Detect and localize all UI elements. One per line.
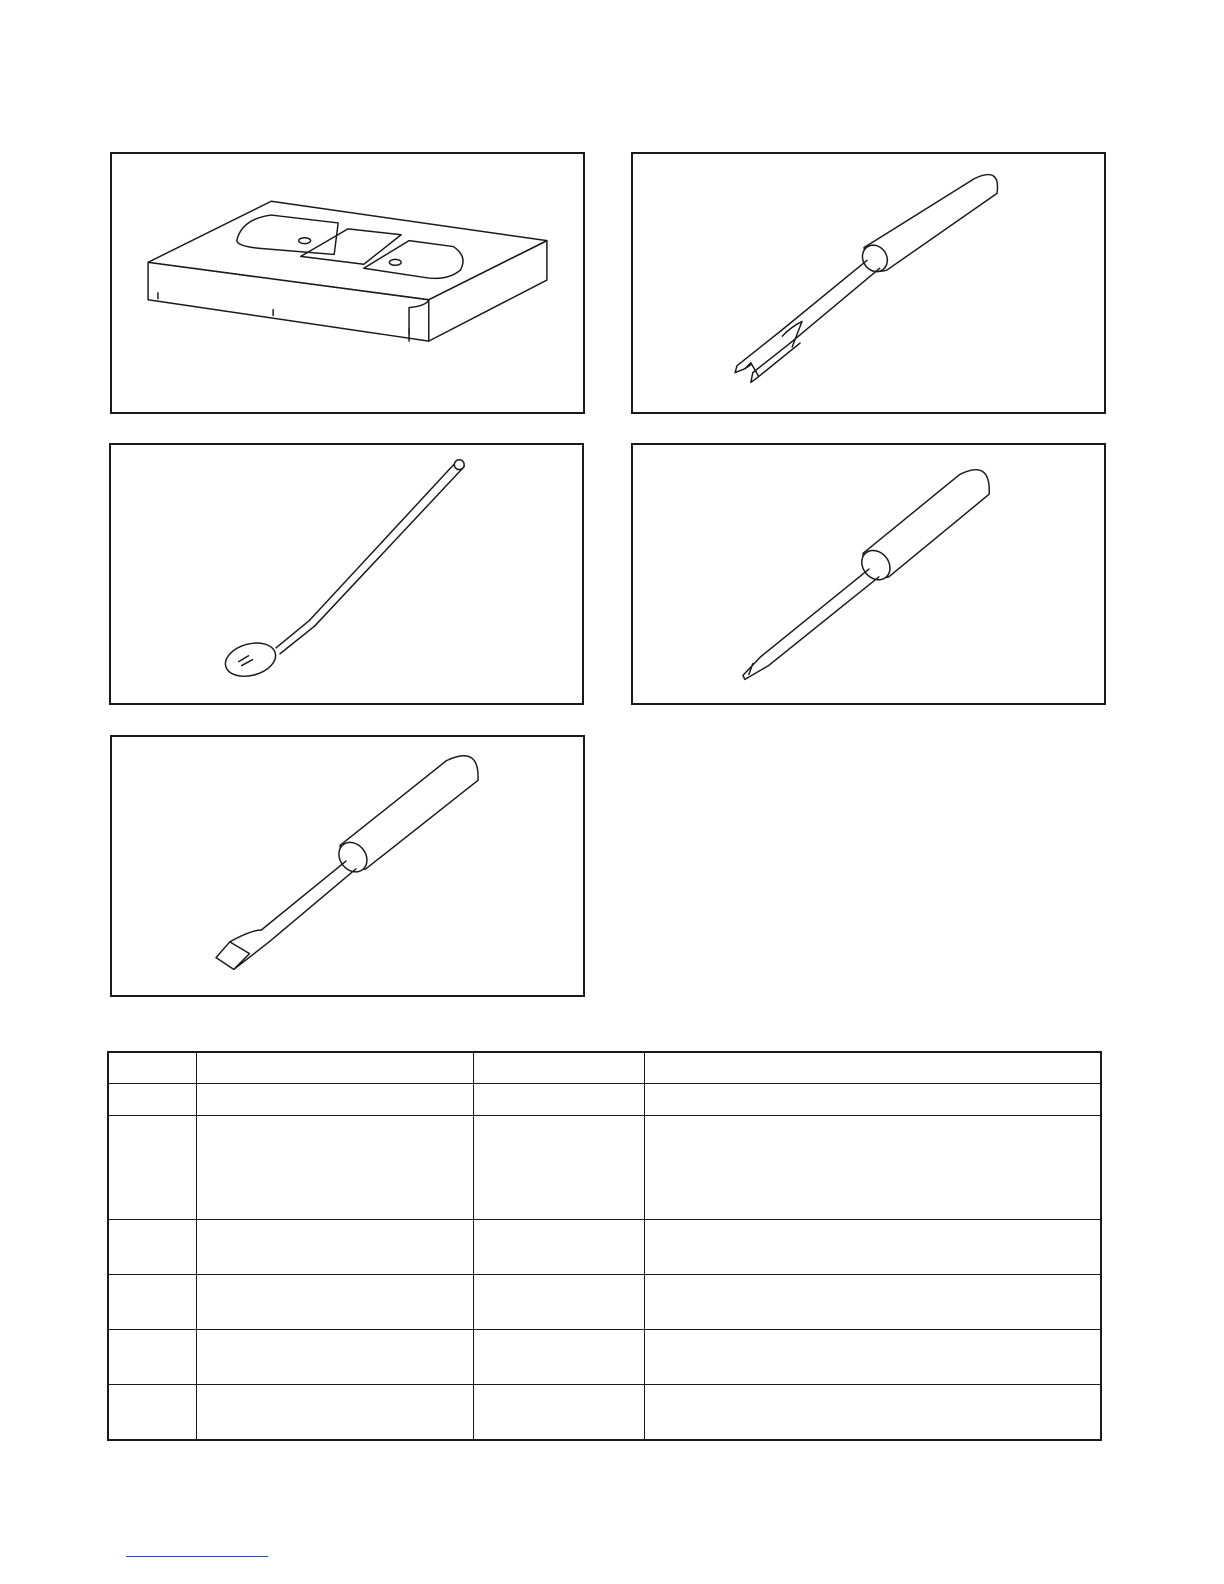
fork-tool-panel [631,152,1106,414]
table-cell [196,1220,473,1275]
header-cell-remarks [644,1052,1101,1084]
table-cell [196,1275,473,1330]
table-header-row [108,1052,1101,1084]
inspection-mirror-icon [111,445,582,703]
table-cell [473,1116,644,1220]
table-row [108,1330,1101,1385]
table-cell [644,1084,1101,1116]
table-cell [473,1220,644,1275]
table-cell [473,1385,644,1440]
table-cell [644,1330,1101,1385]
table-cell [644,1220,1101,1275]
table-row [108,1385,1101,1440]
table-cell [196,1116,473,1220]
alignment-tape-icon [112,154,583,412]
table-cell [108,1385,196,1440]
table-cell [108,1330,196,1385]
header-cell-name [196,1052,473,1084]
table-cell [196,1084,473,1116]
footer-link-underline [126,1556,268,1557]
tools-table [107,1051,1102,1441]
header-cell-ref [108,1052,196,1084]
flat-screwdriver-panel [110,735,585,997]
table-row [108,1220,1101,1275]
table-row [108,1275,1101,1330]
table-cell [473,1275,644,1330]
flat-screwdriver-icon [112,737,583,995]
table-cell [196,1330,473,1385]
table-cell [473,1084,644,1116]
table-cell [644,1275,1101,1330]
table-cell [196,1385,473,1440]
table-cell [108,1220,196,1275]
header-cell-part-no [473,1052,644,1084]
table-cell [108,1116,196,1220]
fork-tool-icon [633,154,1104,412]
table-cell [644,1385,1101,1440]
table-cell [644,1116,1101,1220]
table-cell [473,1330,644,1385]
table-cell [108,1084,196,1116]
phillips-screwdriver-icon [633,445,1104,703]
table-row [108,1084,1101,1116]
phillips-screwdriver-panel [631,443,1106,705]
inspection-mirror-panel [109,443,584,705]
alignment-tape-panel [110,152,585,414]
table-cell [108,1275,196,1330]
table-row [108,1116,1101,1220]
